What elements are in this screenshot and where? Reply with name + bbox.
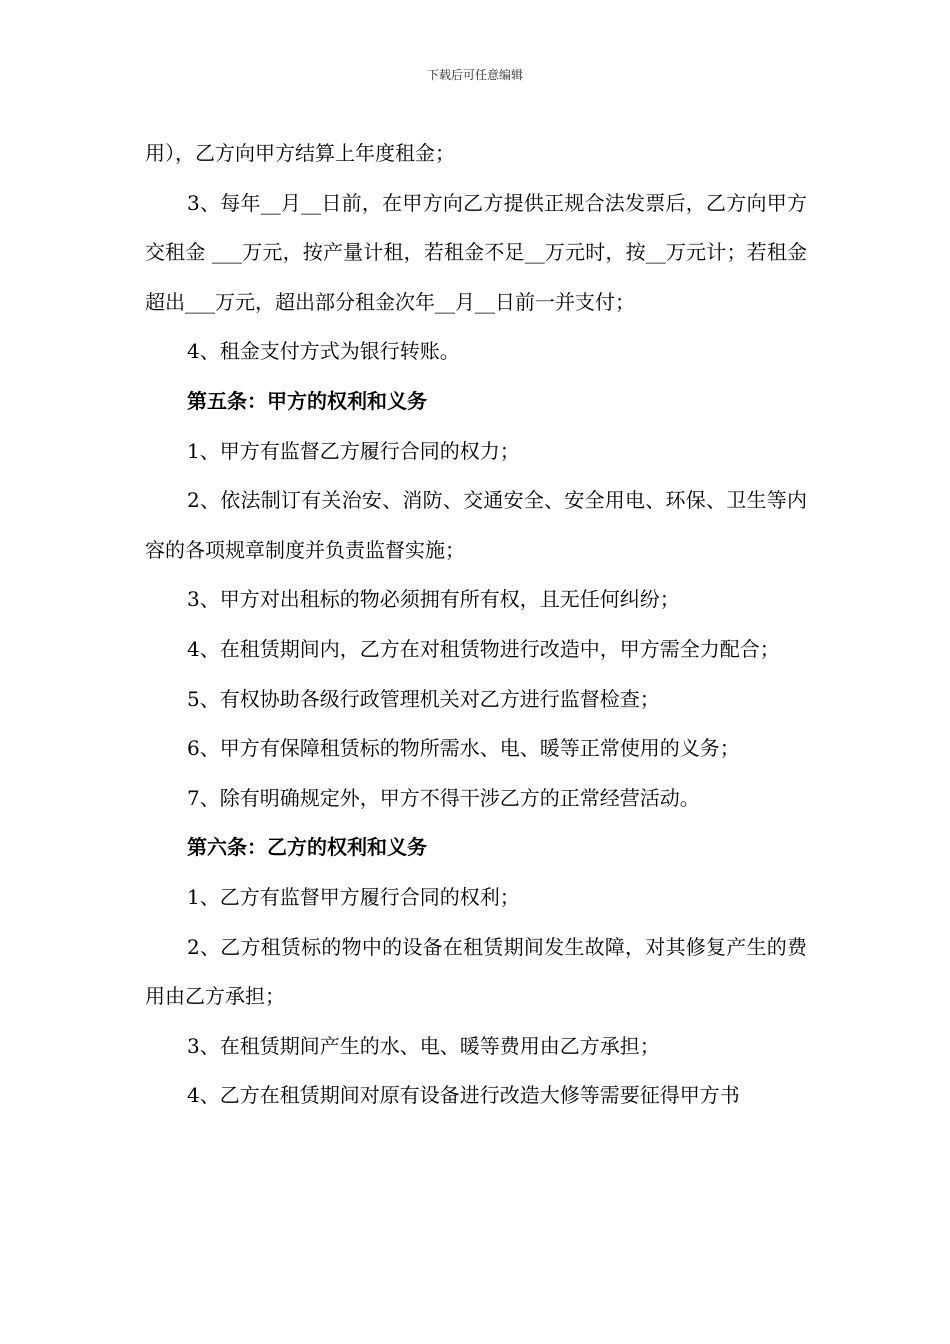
paragraph-item: 2、乙方租赁标的物中的设备在租赁期间发生故障，对其修复产生的费用由乙方承担；: [145, 934, 807, 1009]
paragraph-item: 3、每年__月__日前，在甲方向乙方提供正规合法发票后，乙方向甲方交租金 ___万元，按产量计租，若租金不足__万元时，按__万元计；若租金超出___万元，超出部分租金次年__月__日前一并支付；: [145, 190, 807, 314]
paragraph-item: 5、有权协助各级行政管理机关对乙方进行监督检查；: [187, 686, 660, 711]
paragraph-item: 1、乙方有监督甲方履行合同的权利；: [187, 884, 520, 909]
paragraph-item: 3、甲方对出租标的物必须拥有所有权，且无任何纠纷；: [187, 587, 680, 612]
paragraph-continuation: 用），乙方向甲方结算上年度租金；: [145, 141, 455, 165]
page-header-note: 下载后可任意编辑: [426, 68, 523, 82]
paragraph-item: 6、甲方有保障租赁标的物所需水、电、暖等正常使用的义务；: [187, 736, 740, 761]
paragraph-item: 1、甲方有监督乙方履行合同的权力；: [187, 438, 520, 463]
paragraph-item: 2、依法制订有关治安、消防、交通安全、安全用电、环保、卫生等内容的各项规章制度并负责监督实施；: [145, 488, 807, 562]
section-heading-article-5: 第五条：甲方的权利和义务: [187, 388, 427, 413]
paragraph-item: 4、乙方在租赁期间对原有设备进行改造大修等需要征得甲方书: [187, 1083, 740, 1108]
paragraph-item: 4、在租赁期间内，乙方在对租赁物进行改造中，甲方需全力配合；: [187, 636, 780, 661]
document-body: [145, 129, 807, 1121]
paragraph-item: 4、租金支付方式为银行转账。: [187, 339, 460, 364]
paragraph-item: 3、在租赁期间产生的水、电、暖等费用由乙方承担；: [187, 1033, 660, 1058]
paragraph-item: 7、除有明确规定外，甲方不得干涉乙方的正常经营活动。: [187, 785, 700, 810]
section-heading-article-6: 第六条：乙方的权利和义务: [187, 835, 427, 860]
